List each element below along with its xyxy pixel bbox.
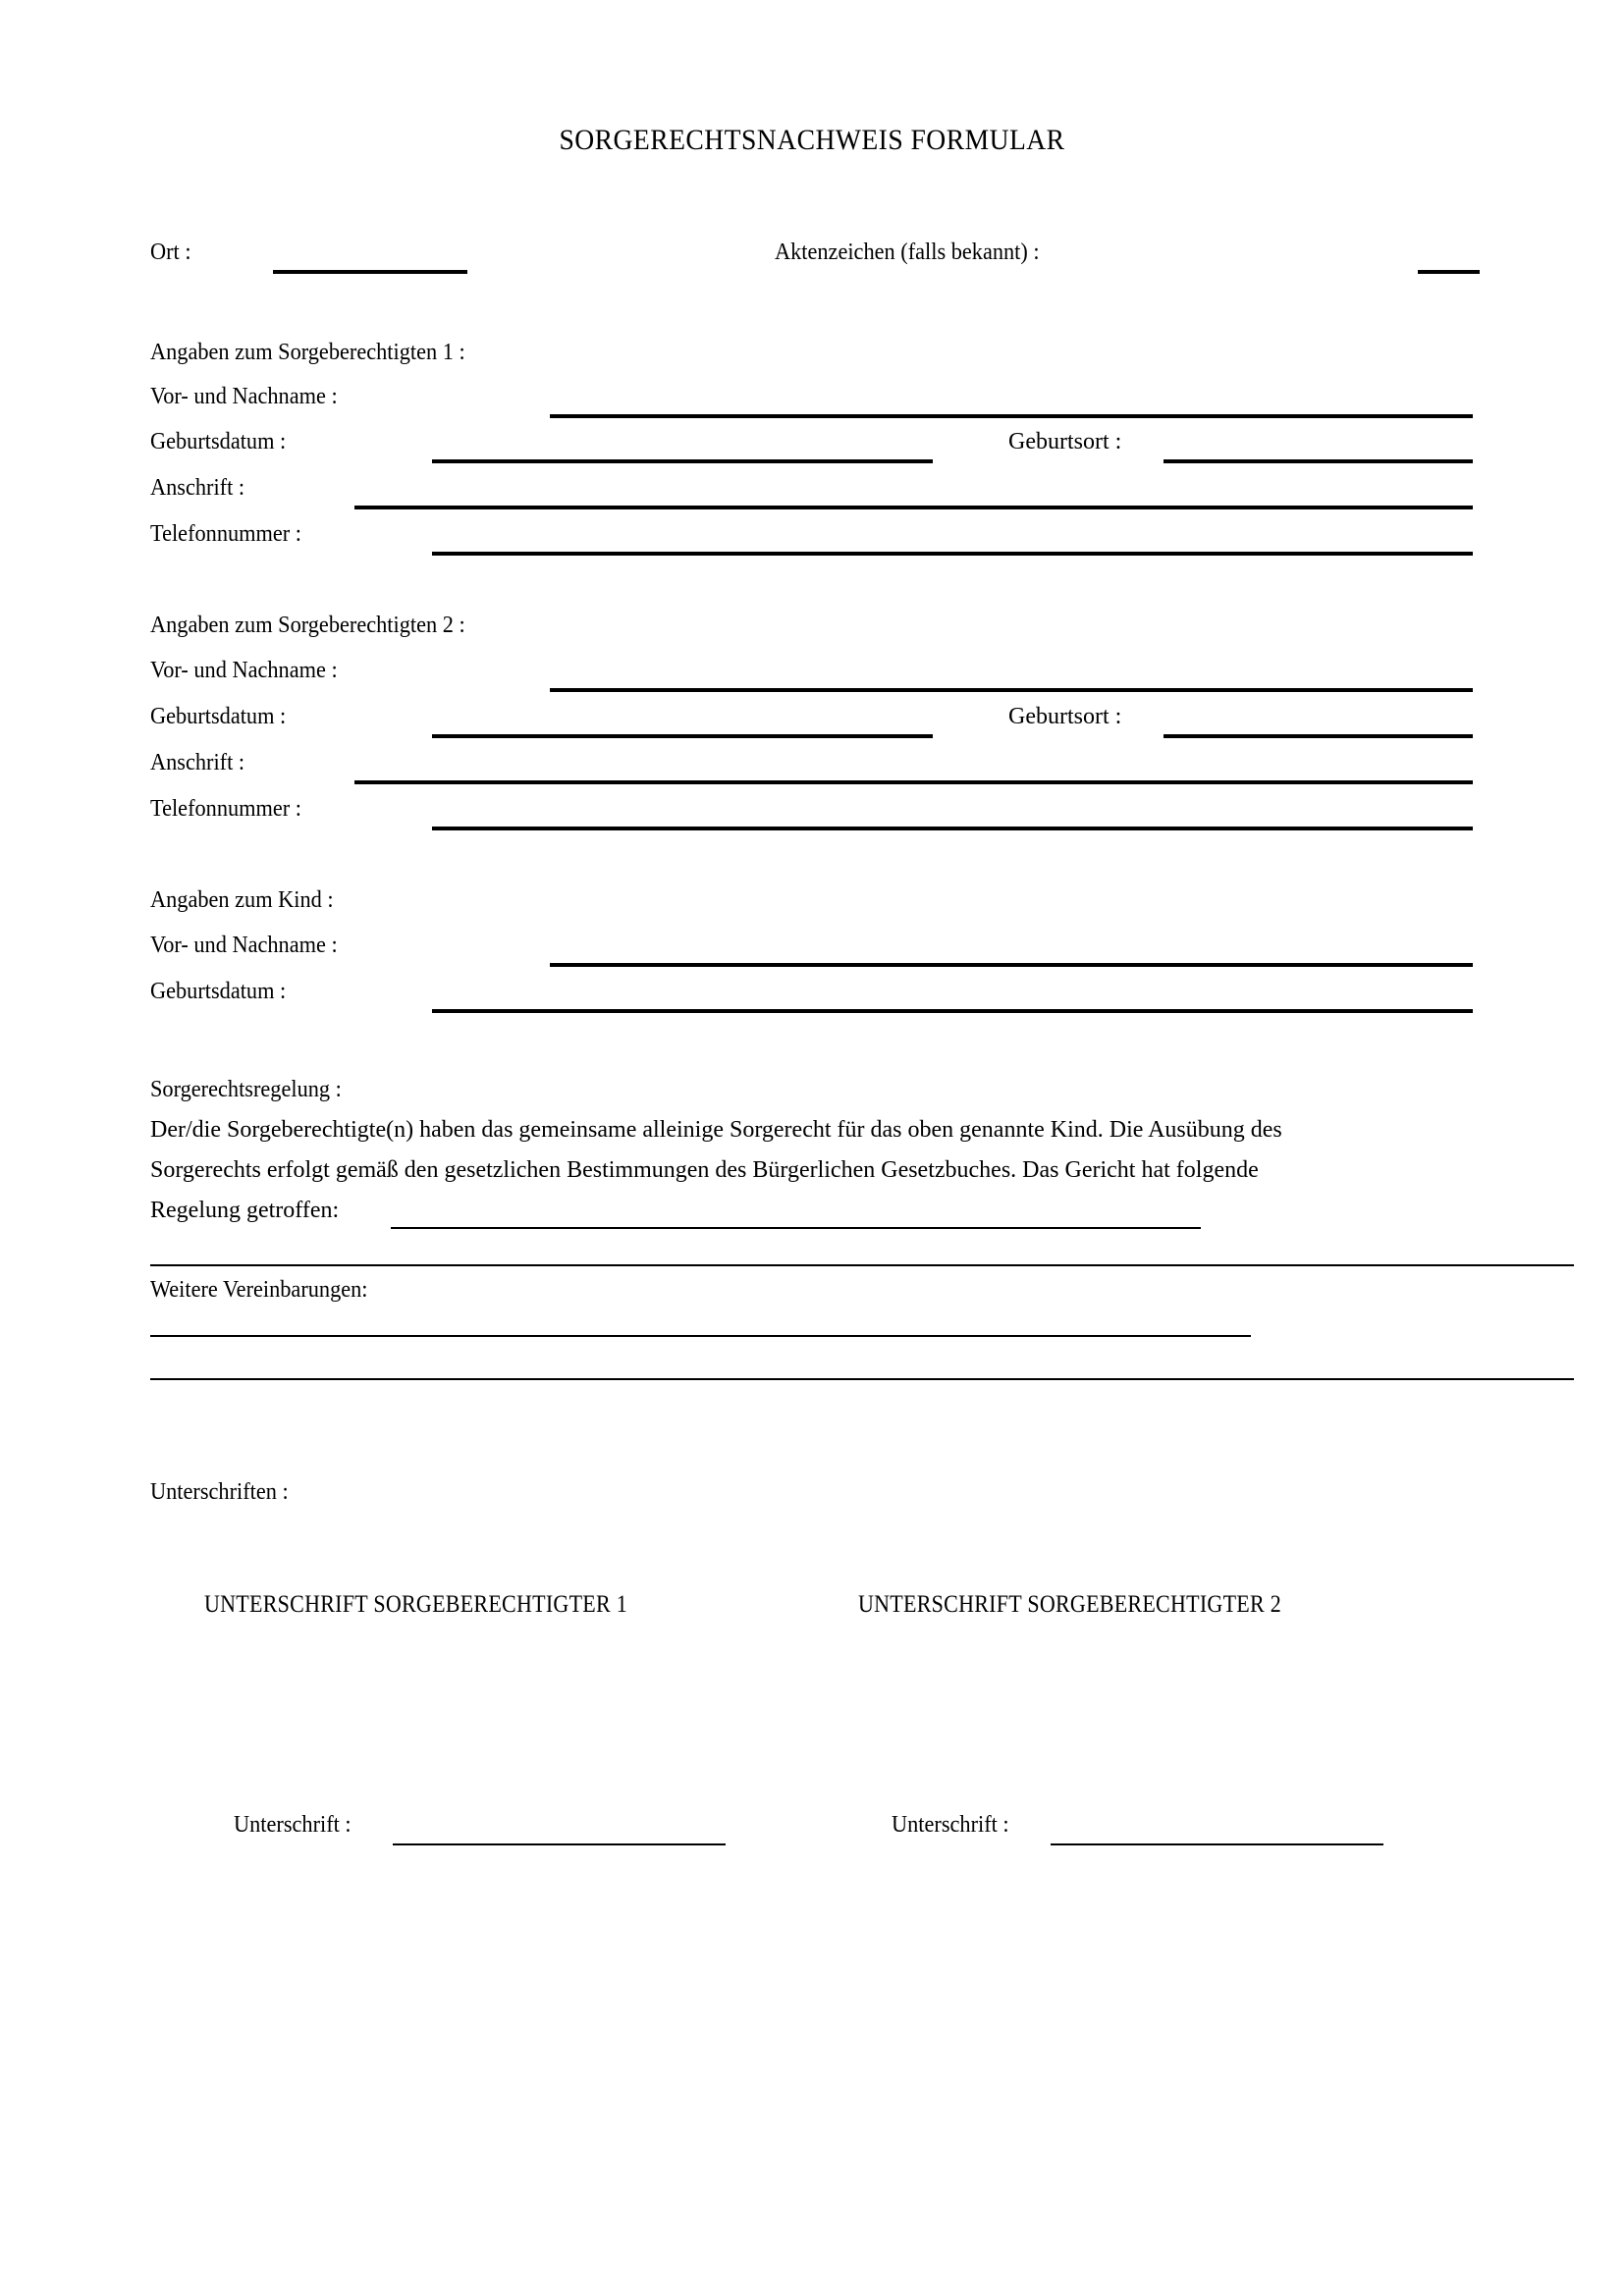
guardian1-heading: Angaben zum Sorgeberechtigten 1 : <box>150 340 465 365</box>
guardian1-address-label: Anschrift : <box>150 475 245 501</box>
guardian2-birthplace-input-line[interactable] <box>1164 734 1473 738</box>
guardian1-address-input-line[interactable] <box>354 506 1473 509</box>
guardian2-address-label: Anschrift : <box>150 750 245 775</box>
guardian1-birthplace-input-line[interactable] <box>1164 459 1473 463</box>
guardian1-phone-label: Telefonnummer : <box>150 521 302 547</box>
guardian2-birthdate-label: Geburtsdatum : <box>150 704 287 729</box>
guardian1-name-input-line[interactable] <box>550 414 1473 418</box>
guardian2-phone-label: Telefonnummer : <box>150 796 302 822</box>
guardian2-birthdate-input-line[interactable] <box>432 734 933 738</box>
guardian2-name-label: Vor- und Nachname : <box>150 658 338 683</box>
ort-input-line[interactable] <box>273 270 467 274</box>
further-agreements-input-line-2[interactable] <box>150 1378 1574 1380</box>
guardian2-name-input-line[interactable] <box>550 688 1473 692</box>
child-heading: Angaben zum Kind : <box>150 887 334 913</box>
further-agreements-label: Weitere Vereinbarungen: <box>150 1277 368 1303</box>
guardian1-phone-input-line[interactable] <box>432 552 1473 556</box>
guardian1-name-label: Vor- und Nachname : <box>150 384 338 409</box>
guardian1-birthplace-label: Geburtsort : <box>1008 429 1122 454</box>
guardian2-heading: Angaben zum Sorgeberechtigten 2 : <box>150 613 465 638</box>
signature-label-guardian1: Unterschrift : <box>234 1812 352 1838</box>
guardian1-birthdate-input-line[interactable] <box>432 459 933 463</box>
signature-placeholder-guardian1: UNTERSCHRIFT SORGEBERECHTIGTER 1 <box>204 1591 627 1618</box>
child-name-label: Vor- und Nachname : <box>150 933 338 958</box>
signature-input-line-guardian2[interactable] <box>1051 1843 1383 1845</box>
custody-regulation-label: Regelung getroffen: <box>150 1198 340 1223</box>
ort-label: Ort : <box>150 240 191 265</box>
further-agreements-input-line-1[interactable] <box>150 1335 1251 1337</box>
custody-regulation-input-line-2[interactable] <box>150 1264 1574 1266</box>
custody-regulation-input-line[interactable] <box>391 1227 1201 1229</box>
custody-paragraph-line-2: Sorgerechts erfolgt gemäß den gesetzlichen Bestimmungen des Bürgerlichen Gesetzbuches. Das Gericht hat folgende <box>150 1157 1259 1183</box>
child-birthdate-input-line[interactable] <box>432 1009 1473 1013</box>
signature-label-guardian2: Unterschrift : <box>892 1812 1009 1838</box>
page-title: SORGERECHTSNACHWEIS FORMULAR <box>559 124 1065 156</box>
child-name-input-line[interactable] <box>550 963 1473 967</box>
custody-heading: Sorgerechtsregelung : <box>150 1077 342 1102</box>
guardian2-birthplace-label: Geburtsort : <box>1008 704 1122 729</box>
aktenzeichen-input-line[interactable] <box>1418 270 1480 274</box>
custody-paragraph-line-1: Der/die Sorgeberechtigte(n) haben das gemeinsame alleinige Sorgerecht für das oben genannte Kind. Die Ausübung des <box>150 1117 1282 1143</box>
signature-input-line-guardian1[interactable] <box>393 1843 726 1845</box>
aktenzeichen-label: Aktenzeichen (falls bekannt) : <box>775 240 1040 265</box>
child-birthdate-label: Geburtsdatum : <box>150 979 287 1004</box>
guardian2-address-input-line[interactable] <box>354 780 1473 784</box>
guardian2-phone-input-line[interactable] <box>432 827 1473 830</box>
signature-placeholder-guardian2: UNTERSCHRIFT SORGEBERECHTIGTER 2 <box>858 1591 1281 1618</box>
guardian1-birthdate-label: Geburtsdatum : <box>150 429 287 454</box>
signatures-heading: Unterschriften : <box>150 1479 289 1505</box>
